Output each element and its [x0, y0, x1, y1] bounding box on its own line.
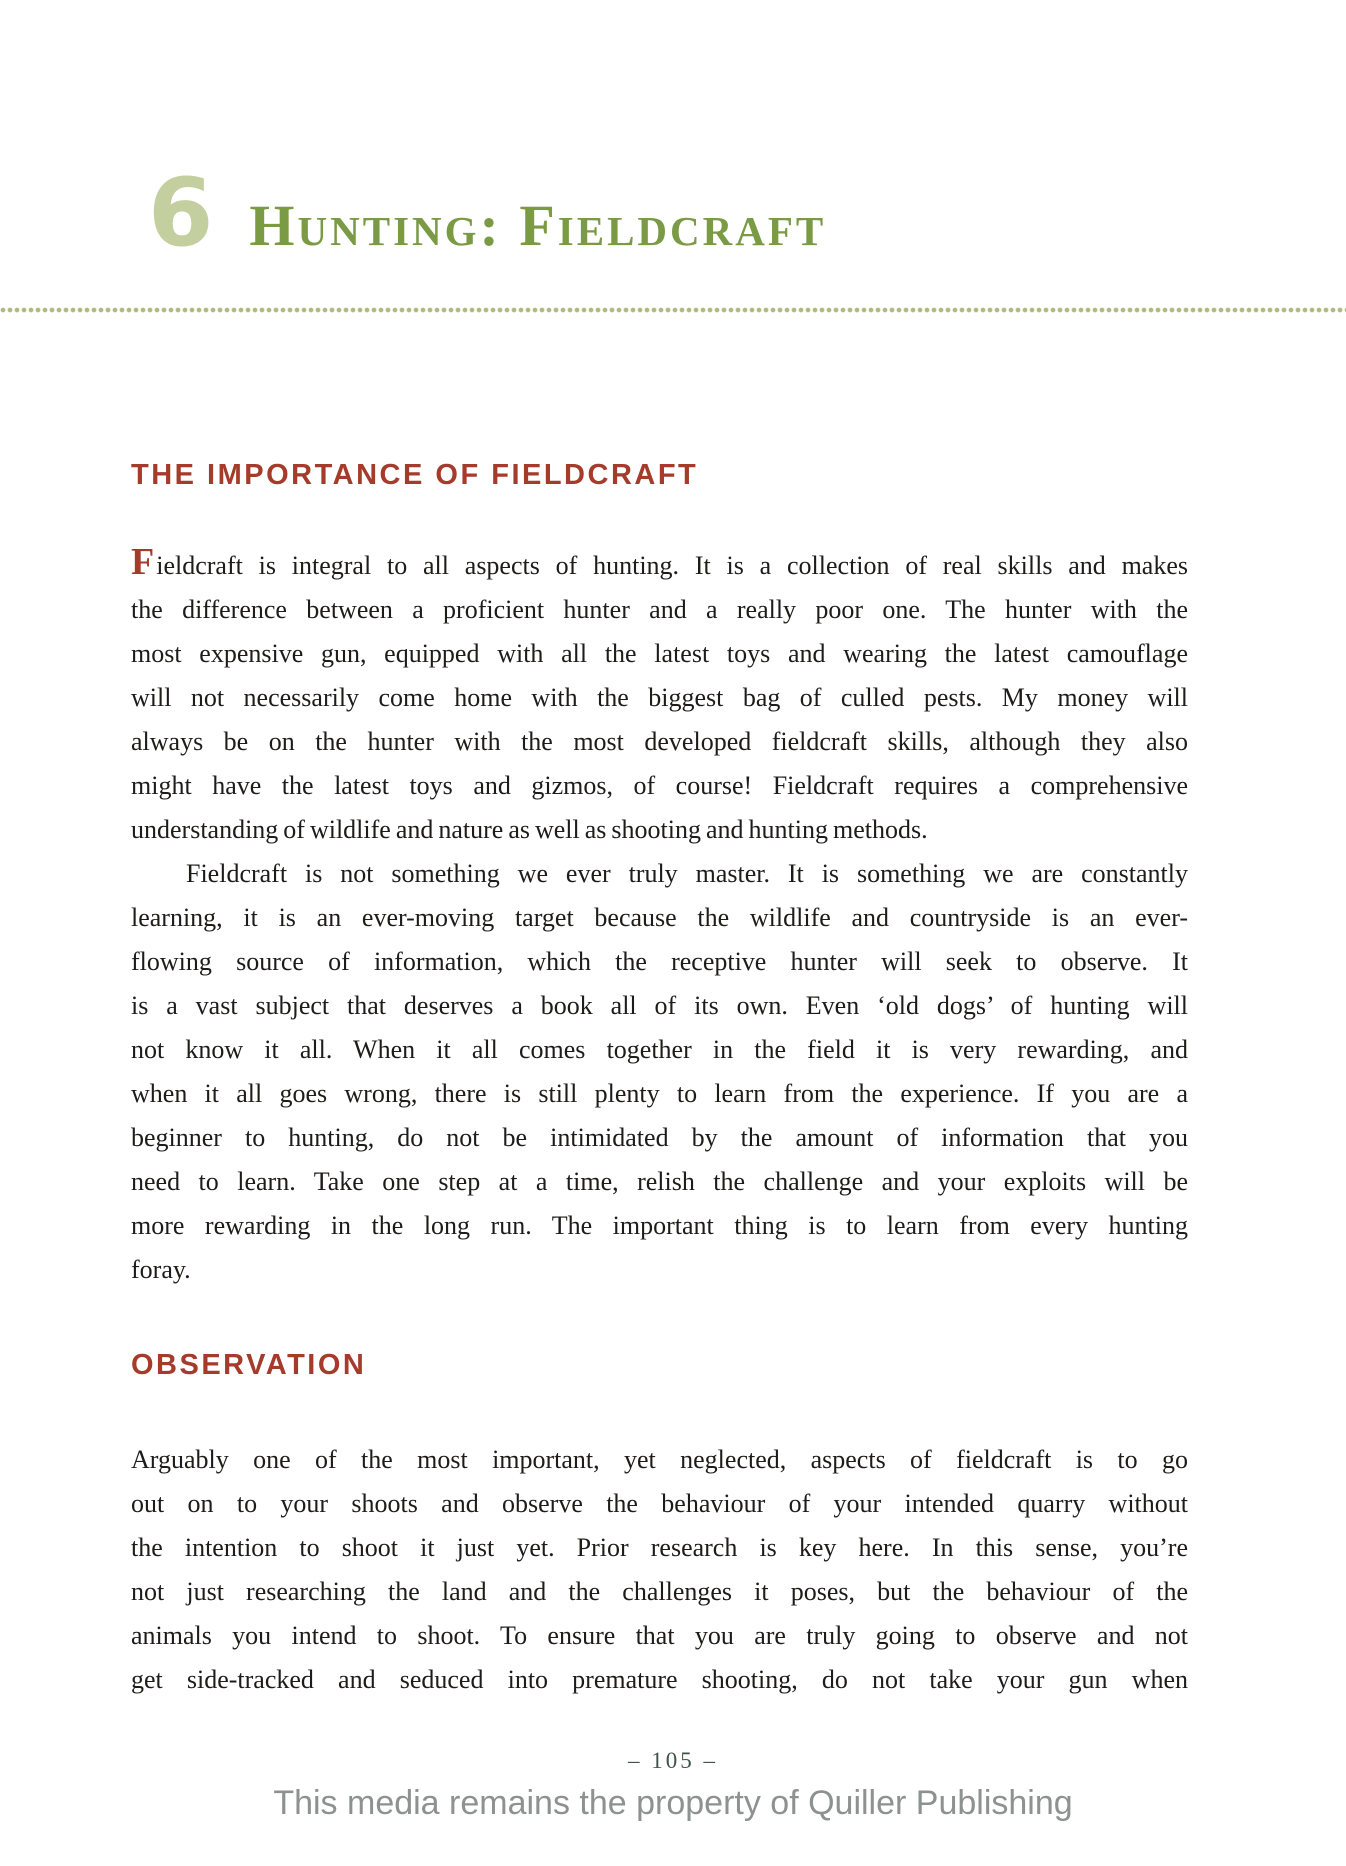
text-line: get side-tracked and seduced into premature shooting, do not take your gun when: [131, 1665, 1188, 1694]
text-line: not know it all. When it all comes together in the field it is very rewarding, and: [131, 1035, 1188, 1064]
section-heading-observation: OBSERVATION: [131, 1349, 367, 1381]
section-heading-importance: THE IMPORTANCE OF FIELDCRAFT: [131, 459, 699, 491]
text-line: [131, 541, 1188, 588]
page-number: – 105 –: [628, 1748, 718, 1773]
chapter-title: Hunting: Fieldcraft: [249, 193, 827, 258]
text-line: flowing source of information, which the receptive hunter will seek to observe. It: [131, 947, 1188, 976]
dotted-divider: [0, 306, 1346, 314]
drop-cap: F: [131, 541, 156, 583]
page-body: [131, 458, 1188, 1702]
text-line: will not necessarily come home with the biggest bag of culled pests. My money will: [131, 683, 1188, 712]
text-line: when it all goes wrong, there is still plenty to learn from the experience. If you are a: [131, 1079, 1188, 1108]
paragraph: [131, 1438, 1188, 1702]
text-line: most expensive gun, equipped with all the latest toys and wearing the latest camouflage: [131, 639, 1188, 668]
paragraph: [131, 852, 1188, 1292]
chapter-number: 6: [148, 159, 214, 268]
text-line: might have the latest toys and gizmos, of course! Fieldcraft requires a comprehensive: [131, 771, 1188, 800]
text-line: need to learn. Take one step at a time, relish the challenge and your exploits will be: [131, 1167, 1188, 1196]
text-line: foray.: [131, 1255, 191, 1284]
text-line: Fieldcraft is not something we ever truly master. It is something we are constantly: [186, 859, 1188, 888]
chapter-header: [148, 159, 827, 268]
text-line: beginner to hunting, do not be intimidated by the amount of information that you: [131, 1123, 1188, 1152]
text-line: more rewarding in the long run. The important thing is to learn from every hunting: [131, 1211, 1188, 1240]
text-line: always be on the hunter with the most developed fieldcraft skills, although they also: [131, 727, 1188, 756]
text-line: Arguably one of the most important, yet neglected, aspects of fieldcraft is to go: [131, 1445, 1188, 1474]
text-line: is a vast subject that deserves a book all of its own. Even ‘old dogs’ of hunting will: [131, 991, 1188, 1020]
text-line: understanding of wildlife and nature as well as shooting and hunting methods.: [131, 815, 928, 844]
publisher-watermark: This media remains the property of Quiller Publishing: [273, 1784, 1073, 1822]
text-line-content: ieldcraft is integral to all aspects of hunting. It is a collection of real skills and makes: [156, 551, 1188, 580]
text-line: out on to your shoots and observe the behaviour of your intended quarry without: [131, 1489, 1188, 1518]
paragraph: [131, 541, 1188, 852]
text-line: animals you intend to shoot. To ensure that you are truly going to observe and not: [131, 1621, 1188, 1650]
text-line: the intention to shoot it just yet. Prior research is key here. In this sense, you’re: [131, 1533, 1188, 1562]
text-line: the difference between a proficient hunter and a really poor one. The hunter with the: [131, 595, 1188, 624]
text-line: learning, it is an ever-moving target because the wildlife and countryside is an ever-: [131, 903, 1188, 932]
text-line: not just researching the land and the challenges it poses, but the behaviour of the: [131, 1577, 1188, 1606]
